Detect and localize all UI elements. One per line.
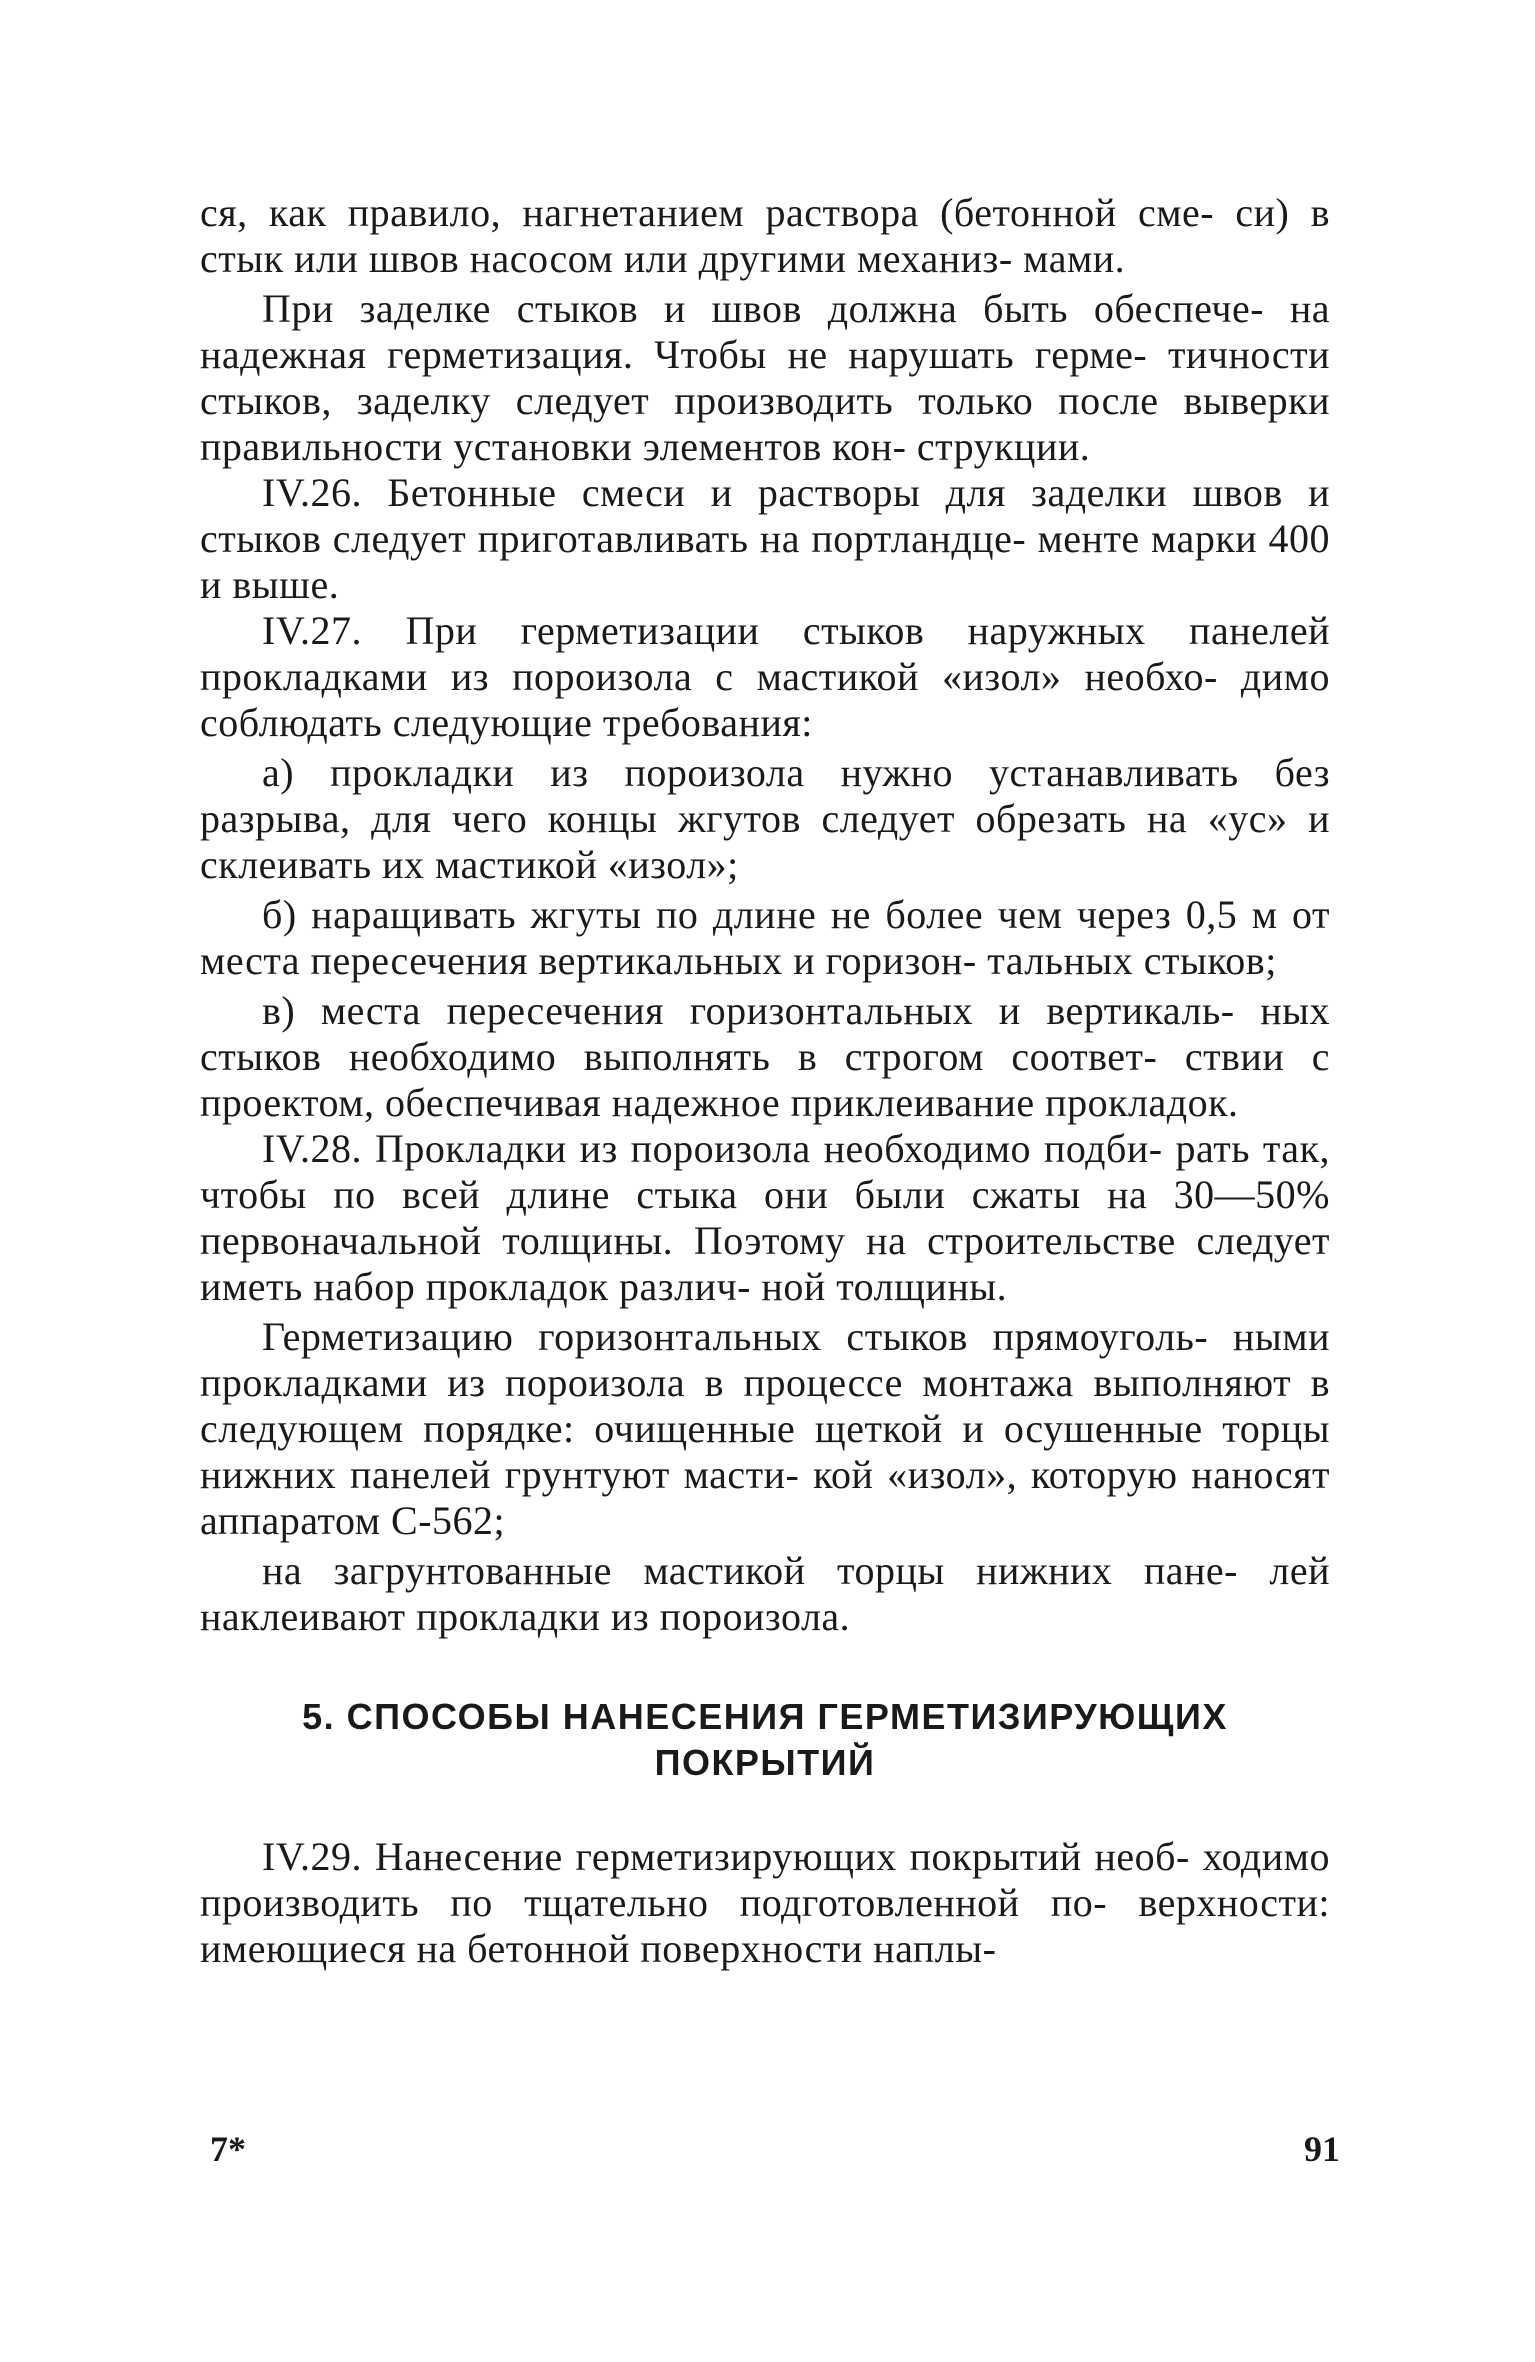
page-footer	[210, 2128, 1340, 2170]
section-heading: 5. СПОСОБЫ НАНЕСЕНИЯ ГЕРМЕТИЗИРУЮЩИХ ПОКРЫТИЙ	[302, 1696, 1228, 1783]
paragraph-horizontal-joints: Герметизацию горизонтальных стыков прямоуголь- ными прокладками из пороизола в процессе монтажа выполняют в следующем порядке: очищенные щеткой и осушенные торцы нижних панелей грунтуют масти- кой «изол», которую наносят аппаратом С-562;	[200, 1314, 1330, 1543]
paragraph-sealing: При заделке стыков и швов должна быть обеспече- на надежная герметизация. Чтобы не нарушать герме- тичности стыков, заделку следует производить только после выверки правильности установки элементов кон- струкции.	[200, 286, 1330, 469]
paragraph-continuation: ся, как правило, нагнетанием раствора (бетонной сме- си) в стык или швов насосом или другими механиз- мами.	[200, 190, 1330, 281]
paragraph-iv-27: IV.27. При герметизации стыков наружных панелей прокладками из пороизола с мастикой «изол» необхо- димо соблюдать следующие требования:	[200, 608, 1330, 745]
list-item-v: в) места пересечения горизонтальных и вертикаль- ных стыков необходимо выполнять в строгом соответ- ствии с проектом, обеспечивая надежное приклеивание прокладок.	[200, 988, 1330, 1125]
list-item-b: б) наращивать жгуты по длине не более чем через 0,5 м от места пересечения вертикальных и горизон- тальных стыков;	[200, 892, 1330, 983]
page-content	[200, 190, 1330, 1972]
paragraph-iv-29: IV.29. Нанесение герметизирующих покрытий необ- ходимо производить по тщательно подготовленной по- верхности: имеющиеся на бетонной поверхности наплы-	[200, 1834, 1330, 1971]
paragraph-iv-26: IV.26. Бетонные смеси и растворы для заделки швов и стыков следует приготавливать на портландце- менте марки 400 и выше.	[200, 470, 1330, 607]
signature-mark: 7*	[210, 2129, 246, 2169]
page-number: 91	[1304, 2129, 1340, 2169]
list-item-a: а) прокладки из пороизола нужно устанавливать без разрыва, для чего концы жгутов следует обрезать на «ус» и склеивать их мастикой «изол»;	[200, 750, 1330, 887]
paragraph-primed-ends: на загрунтованные мастикой торцы нижних пане- лей наклеивают прокладки из пороизола.	[200, 1548, 1330, 1639]
paragraph-iv-28: IV.28. Прокладки из пороизола необходимо подби- рать так, чтобы по всей длине стыка они были сжаты на 30—50% первоначальной толщины. Поэтому на строительстве следует иметь набор прокладок различ- ной толщины.	[200, 1126, 1330, 1309]
